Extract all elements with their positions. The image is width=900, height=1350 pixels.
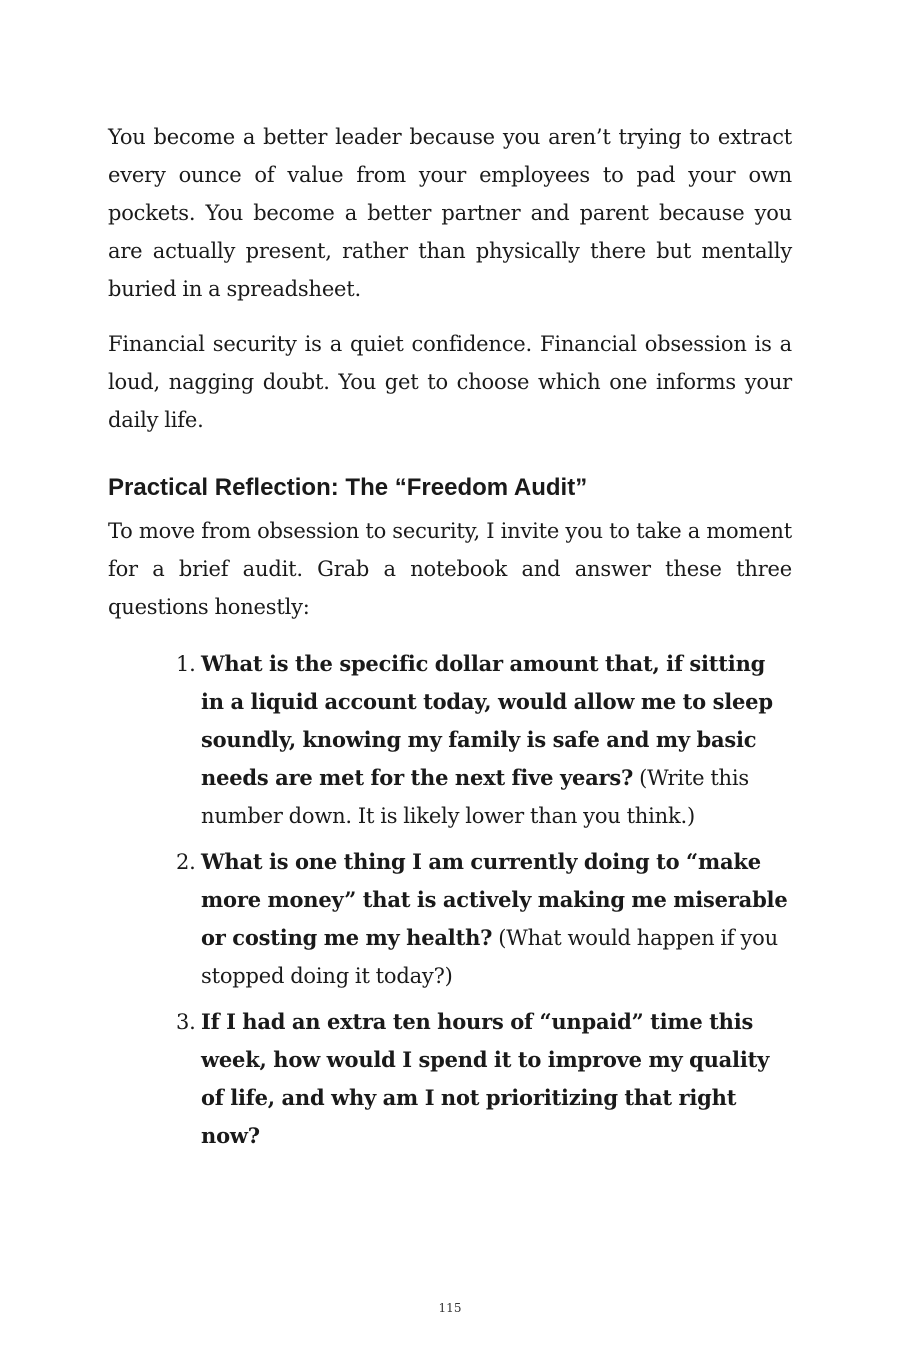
page-number: 115 xyxy=(438,1301,462,1315)
question-note: (Write this number down. It is likely lower than you think.) xyxy=(201,766,749,828)
question-text: What is the specific dollar amount that, if sitting in a liquid account today, would allow me to sleep soundly, knowing my family is safe and my basic needs are met for the next five years? xyxy=(201,651,773,790)
section-heading: Practical Reflection: The “Freedom Audit” xyxy=(108,474,588,501)
paragraph-leadership: You become a better leader because you aren’t trying to extract every ounce of value from your employees to pad your own pockets. You become a better partner and parent because you are actually present, rather than physically there but mentally buried in a spreadsheet. xyxy=(108,125,792,301)
question-text: What is one thing I am currently doing to “make more money” that is actively making me miserable or costing me my health? xyxy=(201,849,788,950)
list-item xyxy=(108,843,792,995)
list-item-number: 2. xyxy=(176,850,196,874)
paragraph-financial-security: Financial security is a quiet confidence. Financial obsession is a loud, nagging doubt. You get to choose which one informs your daily life. xyxy=(108,332,792,432)
section-intro: To move from obsession to security, I invite you to take a moment for a brief audit. Grab a notebook and answer these three questions honestly: xyxy=(108,519,792,619)
list-item xyxy=(108,645,792,835)
question-list xyxy=(108,645,792,1155)
list-item xyxy=(108,1003,792,1155)
question-text: If I had an extra ten hours of “unpaid” time this week, how would I spend it to improve my quality of life, and why am I not prioritizing that right now? xyxy=(201,1009,770,1148)
list-item-number: 1. xyxy=(176,652,196,676)
list-item-number: 3. xyxy=(176,1010,196,1034)
page-body xyxy=(108,118,792,1163)
question-note: (What would happen if you stopped doing it today?) xyxy=(201,926,778,988)
